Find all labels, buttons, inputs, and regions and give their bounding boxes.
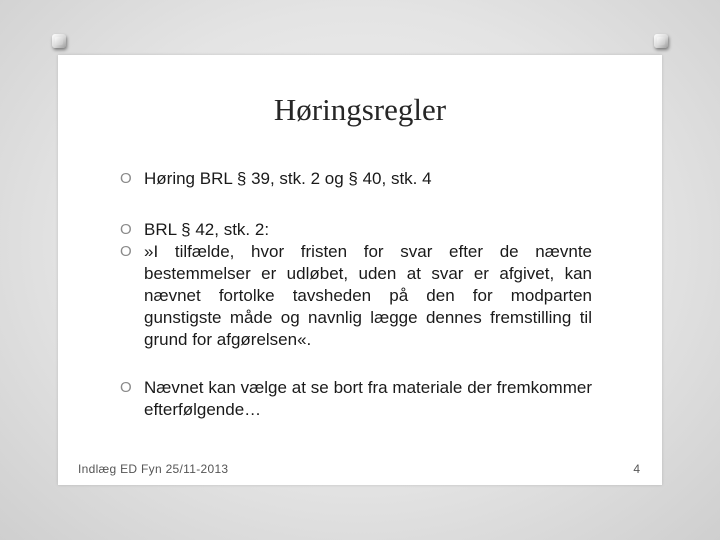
bullet-icon: O	[120, 243, 132, 260]
bullet-icon: O	[120, 379, 132, 396]
bullet-item	[120, 219, 592, 241]
slide-footer: Indlæg ED Fyn 25/11-2013	[78, 462, 229, 476]
bullet-text: »I tilfælde, hvor fristen for svar efter de nævnte bestemmelser er udløbet, uden at svar er afgivet, kan nævnet fortolke tavsheden på den for modparten gunstigste måde og navnlig lægge dennes fremstilling til grund for afgørelsen«.	[144, 242, 592, 349]
bullet-item	[120, 377, 592, 421]
bullet-icon: O	[120, 170, 132, 187]
bullet-item	[120, 168, 592, 190]
bullet-text: BRL § 42, stk. 2:	[144, 220, 270, 239]
bullet-text: Høring BRL § 39, stk. 2 og § 40, stk. 4	[144, 169, 432, 188]
page-number: 4	[633, 462, 640, 476]
slide-title: Høringsregler	[273, 92, 447, 127]
bullet-text: Nævnet kan vælge at se bort fra materiale der fremkommer efterfølgende…	[144, 378, 592, 419]
bullet-list	[120, 168, 592, 421]
bullet-item	[120, 241, 592, 351]
pin-icon	[52, 34, 66, 48]
bullet-icon: O	[120, 221, 132, 238]
pin-icon	[654, 34, 668, 48]
